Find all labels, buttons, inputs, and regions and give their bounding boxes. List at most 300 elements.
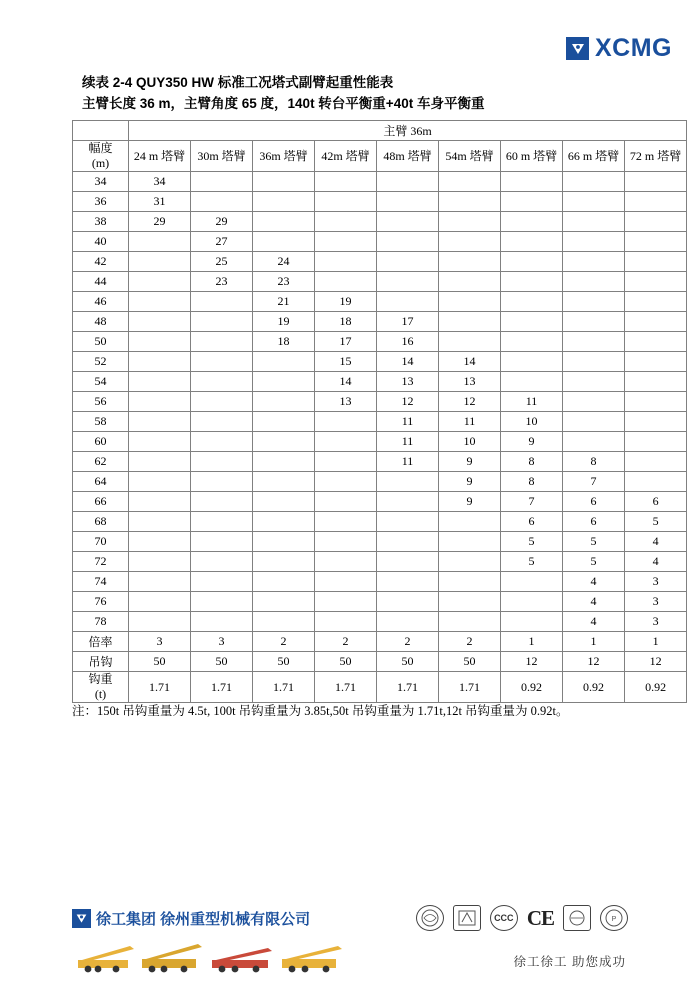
table-cell bbox=[315, 612, 377, 632]
table-cell bbox=[625, 232, 687, 252]
table-cell bbox=[129, 292, 191, 312]
table-cell bbox=[253, 392, 315, 412]
table-cell bbox=[129, 592, 191, 612]
table-row bbox=[73, 372, 687, 392]
table-row bbox=[73, 212, 687, 232]
table-cell bbox=[253, 412, 315, 432]
table-cell bbox=[129, 432, 191, 452]
table-cell bbox=[563, 392, 625, 412]
table-cell bbox=[625, 272, 687, 292]
table-cell: 10 bbox=[501, 412, 563, 432]
table-cell: 12 bbox=[501, 652, 563, 672]
table-note: 注：150t 吊钩重量为 4.5t, 100t 吊钩重量为 3.85t,50t 吊钩重量为 1.71t,12t 吊钩重量为 0.92t。 bbox=[72, 704, 569, 718]
xcmg-logo bbox=[566, 34, 672, 63]
table-cell: 3 bbox=[191, 632, 253, 652]
table-cell: 9 bbox=[439, 492, 501, 512]
table-cell: 13 bbox=[315, 392, 377, 412]
table-cell: 5 bbox=[563, 532, 625, 552]
table-cell bbox=[439, 332, 501, 352]
table-cell bbox=[625, 372, 687, 392]
table-cell bbox=[191, 492, 253, 512]
table-cell bbox=[253, 612, 315, 632]
table-row bbox=[73, 292, 687, 312]
table-cell bbox=[501, 252, 563, 272]
table-cell bbox=[563, 292, 625, 312]
table-cell bbox=[501, 232, 563, 252]
table-cell bbox=[625, 412, 687, 432]
table-cell bbox=[625, 392, 687, 412]
table-cell bbox=[253, 532, 315, 552]
table-cell bbox=[625, 452, 687, 472]
table-group-header: 主臂 36m bbox=[129, 121, 687, 141]
table-cell bbox=[377, 552, 439, 572]
table-footer-row bbox=[73, 652, 687, 672]
table-cell: 4 bbox=[625, 532, 687, 552]
table-cell: 29 bbox=[129, 212, 191, 232]
table-cell: 2 bbox=[315, 632, 377, 652]
table-cell: 6 bbox=[563, 492, 625, 512]
table-cell: 11 bbox=[377, 432, 439, 452]
table-cell bbox=[129, 392, 191, 412]
row-radius-label: 78 bbox=[73, 612, 129, 632]
table-cell bbox=[563, 432, 625, 452]
table-header-jib-5: 48m 塔臂 bbox=[377, 141, 439, 172]
table-cell bbox=[315, 452, 377, 472]
table-cell: 13 bbox=[439, 372, 501, 392]
row-radius-label: 38 bbox=[73, 212, 129, 232]
table-cell: 50 bbox=[439, 652, 501, 672]
table-cell bbox=[315, 172, 377, 192]
row-radius-label: 56 bbox=[73, 392, 129, 412]
table-cell: 13 bbox=[377, 372, 439, 392]
footer-company-name: 徐工集团 徐州重型机械有限公司 bbox=[96, 911, 311, 928]
table-cell bbox=[439, 272, 501, 292]
table-cell: 25 bbox=[191, 252, 253, 272]
table-cell bbox=[191, 312, 253, 332]
table-cell: 5 bbox=[501, 552, 563, 572]
row-radius-label: 58 bbox=[73, 412, 129, 432]
table-row bbox=[73, 492, 687, 512]
gost-cert-icon bbox=[600, 905, 628, 931]
table-cell bbox=[501, 572, 563, 592]
table-cell: 11 bbox=[439, 412, 501, 432]
table-cell bbox=[315, 472, 377, 492]
table-cell: 50 bbox=[377, 652, 439, 672]
table-header-radius: 幅度 (m) bbox=[73, 141, 129, 172]
table-cell bbox=[129, 232, 191, 252]
row-radius-label: 70 bbox=[73, 532, 129, 552]
footer-row-label: 倍率 bbox=[73, 632, 129, 652]
table-row bbox=[73, 412, 687, 432]
table-corner-cell bbox=[73, 121, 129, 141]
table-cell bbox=[625, 332, 687, 352]
row-radius-label: 74 bbox=[73, 572, 129, 592]
table-cell: 9 bbox=[501, 432, 563, 452]
row-radius-label: 60 bbox=[73, 432, 129, 452]
table-cell bbox=[191, 352, 253, 372]
table-cell bbox=[377, 592, 439, 612]
table-cell bbox=[439, 292, 501, 312]
table-cell: 19 bbox=[315, 292, 377, 312]
table-row bbox=[73, 312, 687, 332]
table-cell bbox=[191, 292, 253, 312]
table-cell bbox=[439, 172, 501, 192]
table-cell bbox=[377, 612, 439, 632]
table-cell bbox=[563, 232, 625, 252]
table-header-jib-4: 42m 塔臂 bbox=[315, 141, 377, 172]
table-cell: 4 bbox=[563, 572, 625, 592]
table-cell bbox=[315, 252, 377, 272]
row-radius-label: 64 bbox=[73, 472, 129, 492]
table-cell bbox=[253, 172, 315, 192]
table-cell bbox=[563, 272, 625, 292]
table-header-jib-1: 24 m 塔臂 bbox=[129, 141, 191, 172]
table-cell: 7 bbox=[501, 492, 563, 512]
table-cell bbox=[315, 532, 377, 552]
table-cell bbox=[129, 252, 191, 272]
table-header-row bbox=[73, 141, 687, 172]
table-cell bbox=[315, 572, 377, 592]
table-row bbox=[73, 512, 687, 532]
table-cell: 5 bbox=[501, 532, 563, 552]
table-cell: 9 bbox=[439, 452, 501, 472]
table-cell bbox=[191, 392, 253, 412]
table-cell: 50 bbox=[253, 652, 315, 672]
row-radius-label: 46 bbox=[73, 292, 129, 312]
table-cell: 12 bbox=[377, 392, 439, 412]
table-cell: 50 bbox=[129, 652, 191, 672]
table-cell bbox=[439, 312, 501, 332]
table-header-jib-8: 66 m 塔臂 bbox=[563, 141, 625, 172]
table-cell bbox=[439, 612, 501, 632]
table-cell bbox=[315, 232, 377, 252]
row-radius-label: 42 bbox=[73, 252, 129, 272]
table-cell bbox=[377, 212, 439, 232]
table-cell bbox=[191, 472, 253, 492]
table-cell bbox=[377, 532, 439, 552]
table-cell bbox=[563, 412, 625, 432]
table-cell bbox=[625, 312, 687, 332]
table-cell bbox=[253, 592, 315, 612]
table-cell bbox=[191, 552, 253, 572]
table-cell bbox=[129, 512, 191, 532]
table-cell bbox=[191, 612, 253, 632]
table-cell bbox=[253, 192, 315, 212]
row-radius-label: 48 bbox=[73, 312, 129, 332]
footer-row-label: 吊钩 bbox=[73, 652, 129, 672]
table-cell: 0.92 bbox=[563, 672, 625, 703]
title-line-1: 续表 2-4 QUY350 HW 标准工况塔式副臂起重性能表 bbox=[82, 75, 394, 90]
table-cell bbox=[501, 332, 563, 352]
table-cell: 1 bbox=[625, 632, 687, 652]
row-radius-label: 66 bbox=[73, 492, 129, 512]
table-cell bbox=[129, 532, 191, 552]
table-cell bbox=[191, 192, 253, 212]
performance-table-wrap bbox=[72, 120, 682, 703]
table-cell: 8 bbox=[501, 472, 563, 492]
row-radius-label: 68 bbox=[73, 512, 129, 532]
iqnet-cert-icon bbox=[453, 905, 481, 931]
table-row bbox=[73, 432, 687, 452]
table-cell: 0.92 bbox=[501, 672, 563, 703]
ce-cert-icon: CE bbox=[526, 905, 554, 930]
table-cell bbox=[191, 432, 253, 452]
table-cell bbox=[625, 252, 687, 272]
table-header-jib-7: 60 m 塔臂 bbox=[501, 141, 563, 172]
table-cell: 6 bbox=[625, 492, 687, 512]
table-cell bbox=[563, 312, 625, 332]
table-cell: 8 bbox=[501, 452, 563, 472]
row-radius-label: 34 bbox=[73, 172, 129, 192]
table-cell bbox=[191, 452, 253, 472]
table-cell bbox=[439, 552, 501, 572]
table-cell: 29 bbox=[191, 212, 253, 232]
table-cell: 11 bbox=[377, 412, 439, 432]
row-radius-label: 40 bbox=[73, 232, 129, 252]
table-cell bbox=[377, 572, 439, 592]
table-cell bbox=[439, 572, 501, 592]
table-cell bbox=[563, 252, 625, 272]
table-cell bbox=[563, 192, 625, 212]
table-cell bbox=[377, 512, 439, 532]
table-cell bbox=[377, 232, 439, 252]
table-row bbox=[73, 472, 687, 492]
table-cell bbox=[253, 372, 315, 392]
table-row bbox=[73, 332, 687, 352]
table-cell bbox=[501, 272, 563, 292]
table-cell bbox=[439, 232, 501, 252]
ccc-cert-icon: CCC bbox=[490, 905, 518, 931]
table-cell: 17 bbox=[315, 332, 377, 352]
table-group-header-row bbox=[73, 121, 687, 141]
table-cell: 12 bbox=[563, 652, 625, 672]
table-cell bbox=[625, 432, 687, 452]
table-cell bbox=[315, 432, 377, 452]
table-row bbox=[73, 452, 687, 472]
page-title bbox=[82, 72, 642, 114]
row-radius-label: 50 bbox=[73, 332, 129, 352]
table-cell bbox=[625, 172, 687, 192]
table-cell: 11 bbox=[377, 452, 439, 472]
table-hook-weight-row bbox=[73, 672, 687, 703]
table-cell bbox=[315, 492, 377, 512]
table-row bbox=[73, 612, 687, 632]
table-cell: 15 bbox=[315, 352, 377, 372]
table-cell: 16 bbox=[377, 332, 439, 352]
table-cell bbox=[439, 252, 501, 272]
table-cell bbox=[563, 372, 625, 392]
row-radius-label: 54 bbox=[73, 372, 129, 392]
table-cell: 3 bbox=[625, 612, 687, 632]
table-cell bbox=[129, 572, 191, 592]
table-cell: 14 bbox=[315, 372, 377, 392]
row-radius-label: 72 bbox=[73, 552, 129, 572]
table-cell: 50 bbox=[191, 652, 253, 672]
row-radius-label: 76 bbox=[73, 592, 129, 612]
table-cell: 50 bbox=[315, 652, 377, 672]
table-cell bbox=[253, 492, 315, 512]
table-cell bbox=[377, 172, 439, 192]
table-cell: 2 bbox=[439, 632, 501, 652]
table-cell: 21 bbox=[253, 292, 315, 312]
footer-slogan: 徐工徐工 助您成功 bbox=[513, 955, 626, 969]
certification-marks bbox=[416, 905, 628, 931]
table-cell bbox=[129, 612, 191, 632]
table-cell: 4 bbox=[563, 612, 625, 632]
table-cell bbox=[129, 552, 191, 572]
table-cell bbox=[191, 172, 253, 192]
table-cell: 18 bbox=[253, 332, 315, 352]
table-cell: 1 bbox=[563, 632, 625, 652]
table-cell: 8 bbox=[563, 452, 625, 472]
performance-table bbox=[72, 120, 687, 703]
table-cell bbox=[315, 412, 377, 432]
table-cell bbox=[501, 192, 563, 212]
table-cell bbox=[501, 172, 563, 192]
table-cell bbox=[315, 592, 377, 612]
table-cell bbox=[253, 512, 315, 532]
xcmg-logo-text: XCMG bbox=[595, 34, 672, 62]
table-cell bbox=[439, 592, 501, 612]
table-header-jib-9: 72 m 塔臂 bbox=[625, 141, 687, 172]
table-cell: 17 bbox=[377, 312, 439, 332]
table-cell: 1.71 bbox=[253, 672, 315, 703]
table-header-jib-3: 36m 塔臂 bbox=[253, 141, 315, 172]
table-cell: 14 bbox=[439, 352, 501, 372]
table-cell bbox=[315, 272, 377, 292]
table-cell: 31 bbox=[129, 192, 191, 212]
table-cell: 12 bbox=[625, 652, 687, 672]
table-cell bbox=[377, 252, 439, 272]
table-cell: 11 bbox=[501, 392, 563, 412]
table-cell bbox=[625, 472, 687, 492]
table-cell bbox=[191, 412, 253, 432]
table-header-jib-6: 54m 塔臂 bbox=[439, 141, 501, 172]
table-cell bbox=[377, 472, 439, 492]
table-row bbox=[73, 192, 687, 212]
table-cell: 4 bbox=[563, 592, 625, 612]
table-cell: 18 bbox=[315, 312, 377, 332]
table-cell bbox=[625, 192, 687, 212]
table-cell bbox=[315, 212, 377, 232]
table-cell bbox=[563, 172, 625, 192]
table-cell bbox=[253, 472, 315, 492]
tuv-cert-icon bbox=[563, 905, 591, 931]
table-cell bbox=[563, 332, 625, 352]
table-cell bbox=[439, 212, 501, 232]
table-cell bbox=[439, 532, 501, 552]
table-cell bbox=[625, 352, 687, 372]
table-cell bbox=[191, 332, 253, 352]
table-cell bbox=[501, 592, 563, 612]
table-cell bbox=[315, 192, 377, 212]
table-cell bbox=[129, 492, 191, 512]
table-cell bbox=[625, 292, 687, 312]
table-cell bbox=[129, 332, 191, 352]
table-cell bbox=[191, 532, 253, 552]
svg-text:P: P bbox=[611, 916, 617, 923]
xcmg-footer-logo-icon bbox=[72, 909, 91, 928]
table-cell: 2 bbox=[253, 632, 315, 652]
table-cell: 24 bbox=[253, 252, 315, 272]
table-cell bbox=[191, 372, 253, 392]
table-cell: 3 bbox=[129, 632, 191, 652]
hook-weight-label: 钩重 (t) bbox=[73, 672, 129, 703]
table-cell bbox=[253, 352, 315, 372]
table-cell: 6 bbox=[501, 512, 563, 532]
table-cell bbox=[129, 472, 191, 492]
table-cell bbox=[129, 312, 191, 332]
table-header-jib-2: 30m 塔臂 bbox=[191, 141, 253, 172]
table-cell bbox=[377, 192, 439, 212]
table-cell: 9 bbox=[439, 472, 501, 492]
table-cell: 1.71 bbox=[377, 672, 439, 703]
row-radius-label: 62 bbox=[73, 452, 129, 472]
table-row bbox=[73, 392, 687, 412]
table-cell bbox=[253, 552, 315, 572]
table-cell bbox=[129, 412, 191, 432]
table-cell: 4 bbox=[625, 552, 687, 572]
table-cell: 14 bbox=[377, 352, 439, 372]
table-cell bbox=[253, 432, 315, 452]
table-row bbox=[73, 232, 687, 252]
table-cell bbox=[253, 452, 315, 472]
table-cell bbox=[191, 592, 253, 612]
title-line-2: 主臂长度 36 m，主臂角度 65 度，140t 转台平衡重+40t 车身平衡重 bbox=[82, 96, 485, 111]
table-cell bbox=[563, 212, 625, 232]
table-cell bbox=[501, 292, 563, 312]
table-cell bbox=[439, 192, 501, 212]
table-cell bbox=[191, 512, 253, 532]
table-cell bbox=[253, 212, 315, 232]
table-cell: 1.71 bbox=[129, 672, 191, 703]
table-cell bbox=[377, 272, 439, 292]
table-row bbox=[73, 532, 687, 552]
table-cell: 5 bbox=[563, 552, 625, 572]
table-cell bbox=[501, 312, 563, 332]
row-radius-label: 44 bbox=[73, 272, 129, 292]
table-row bbox=[73, 572, 687, 592]
table-cell: 23 bbox=[253, 272, 315, 292]
table-row bbox=[73, 172, 687, 192]
table-cell: 3 bbox=[625, 592, 687, 612]
row-radius-label: 52 bbox=[73, 352, 129, 372]
table-cell bbox=[129, 372, 191, 392]
table-cell: 7 bbox=[563, 472, 625, 492]
table-cell bbox=[501, 352, 563, 372]
iso-cert-icon bbox=[416, 905, 444, 931]
table-cell: 34 bbox=[129, 172, 191, 192]
xcmg-logo-icon bbox=[566, 37, 589, 60]
table-cell bbox=[253, 232, 315, 252]
table-cell bbox=[191, 572, 253, 592]
table-row bbox=[73, 272, 687, 292]
table-cell: 23 bbox=[191, 272, 253, 292]
table-row bbox=[73, 352, 687, 372]
table-cell: 1.71 bbox=[315, 672, 377, 703]
table-cell bbox=[315, 552, 377, 572]
table-cell: 5 bbox=[625, 512, 687, 532]
table-cell: 1 bbox=[501, 632, 563, 652]
table-cell: 10 bbox=[439, 432, 501, 452]
table-cell bbox=[439, 512, 501, 532]
table-cell: 2 bbox=[377, 632, 439, 652]
table-cell bbox=[129, 272, 191, 292]
table-row bbox=[73, 552, 687, 572]
table-cell: 1.71 bbox=[439, 672, 501, 703]
table-cell bbox=[315, 512, 377, 532]
table-cell: 1.71 bbox=[191, 672, 253, 703]
